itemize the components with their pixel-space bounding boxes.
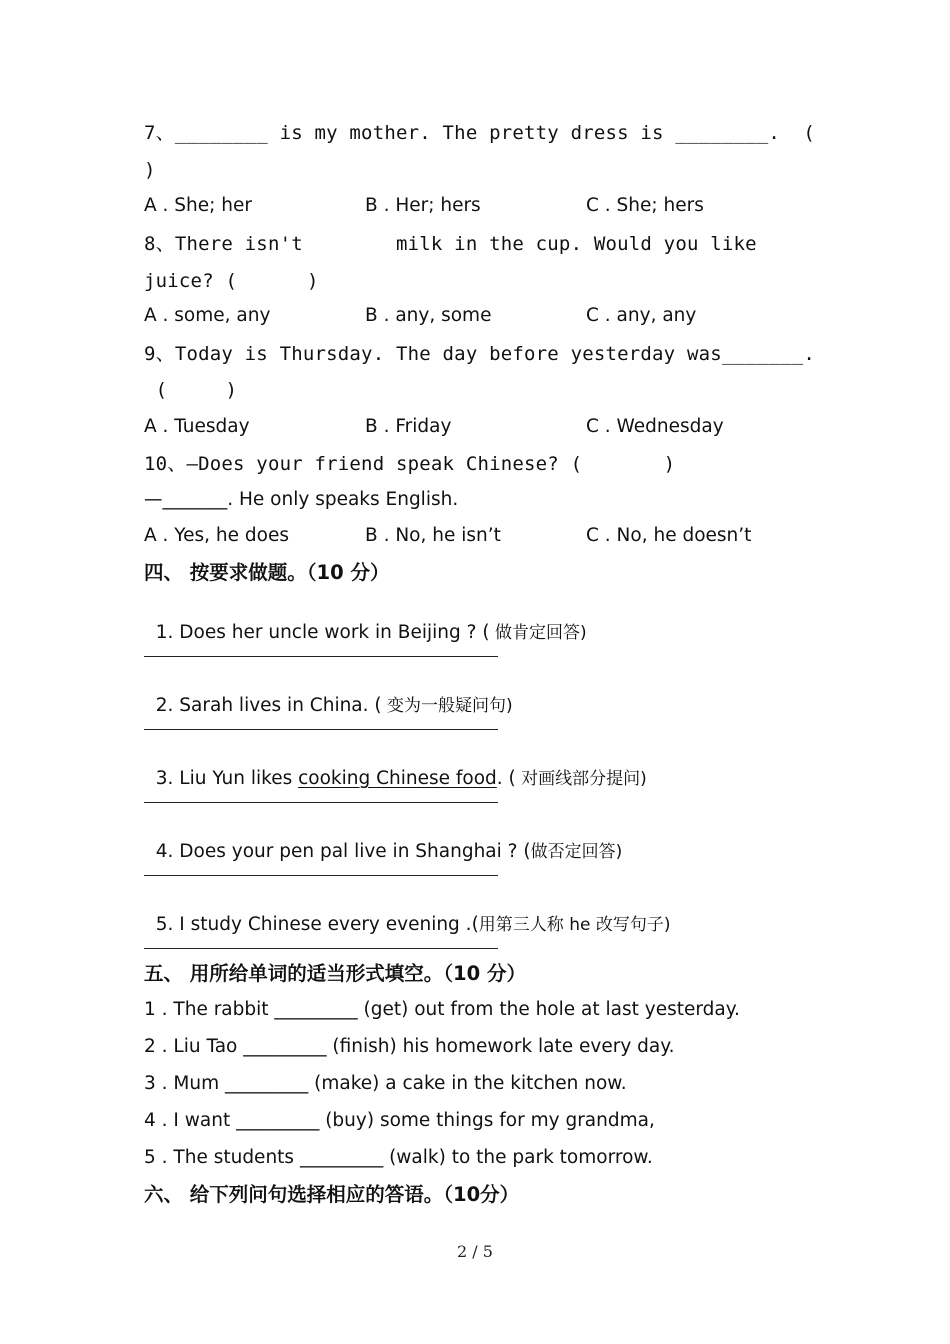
question-8-option-c: C . any, any: [586, 305, 697, 326]
item-text: 2. Sarah lives in China. (: [155, 695, 382, 716]
question-10-option-c: C . No, he doesn’t: [586, 525, 752, 546]
section-4-item-4: [144, 816, 622, 864]
section-4-item-1: [144, 597, 587, 645]
question-7-option-b: B . Her; hers: [365, 195, 481, 216]
section-4-item-5: [144, 889, 670, 937]
question-10-line1: 10、—Does your friend speak Chinese? ( ): [144, 453, 676, 475]
item-note: 用第三人称 he 改写句子): [478, 915, 671, 935]
answer-line-1[interactable]: [144, 656, 498, 657]
question-10-line2: —_______. He only speaks English.: [144, 489, 459, 510]
item-note: 做肯定回答): [489, 623, 587, 643]
item-note: 变为一般疑问句): [381, 696, 513, 716]
question-9-line2: ( ): [144, 379, 238, 401]
answer-line-2[interactable]: [144, 729, 498, 730]
underlined-phrase: cooking Chinese food: [298, 768, 497, 789]
section-5-item-1: 1 . The rabbit _________ (get) out from the hole at last yesterday.: [144, 999, 740, 1020]
section-4-item-2: [144, 670, 513, 718]
question-7-line1: 7、________ is my mother. The pretty dress is ________. (: [144, 122, 815, 144]
section-4-item-3: [144, 743, 647, 791]
question-9-line1: 9、Today is Thursday. The day before yesterday was_______.: [144, 343, 815, 365]
question-10-option-b: B . No, he isn’t: [365, 525, 501, 546]
question-9-option-a: A . Tuesday: [144, 416, 250, 437]
answer-line-4[interactable]: [144, 875, 498, 876]
question-7-option-a: A . She; her: [144, 195, 252, 216]
question-9-option-b: B . Friday: [365, 416, 452, 437]
section-5-item-4: 4 . I want _________ (buy) some things for my grandma,: [144, 1110, 655, 1131]
question-10-option-a: A . Yes, he does: [144, 525, 289, 546]
question-7-line2: ): [144, 159, 156, 181]
section-5-heading: 五、 用所给单词的适当形式填空。（10 分）: [144, 962, 526, 985]
item-text: 1. Does her uncle work in Beijing ? (: [155, 622, 490, 643]
section-5-item-3: 3 . Mum _________ (make) a cake in the kitchen now.: [144, 1073, 627, 1094]
section-6-heading: 六、 给下列问句选择相应的答语。（10分）: [144, 1183, 520, 1206]
item-note: 做否定回答): [530, 842, 623, 862]
section-5-item-2: 2 . Liu Tao _________ (finish) his homework late every day.: [144, 1036, 675, 1057]
item-note: 对画线部分提问): [515, 769, 647, 789]
page-number: 2 / 5: [457, 1242, 493, 1261]
answer-line-5[interactable]: [144, 948, 498, 949]
question-7-option-c: C . She; hers: [586, 195, 704, 216]
question-8-line2: juice? ( ): [144, 270, 319, 292]
question-8-option-a: A . some, any: [144, 305, 271, 326]
item-text: 5. I study Chinese every evening .(: [155, 914, 479, 935]
question-9-option-c: C . Wednesday: [586, 416, 724, 437]
section-4-heading: 四、 按要求做题。（10 分）: [144, 561, 390, 584]
section-5-item-5: 5 . The students _________ (walk) to the park tomorrow.: [144, 1147, 653, 1168]
question-8-option-b: B . any, some: [365, 305, 492, 326]
answer-line-3[interactable]: [144, 802, 498, 803]
item-text-post: . (: [496, 768, 516, 789]
item-text: 3. Liu Yun likes: [155, 768, 299, 789]
item-text: 4. Does your pen pal live in Shanghai ? (: [155, 841, 531, 862]
question-8-line1: 8、There isn't milk in the cup. Would you like: [144, 233, 757, 255]
